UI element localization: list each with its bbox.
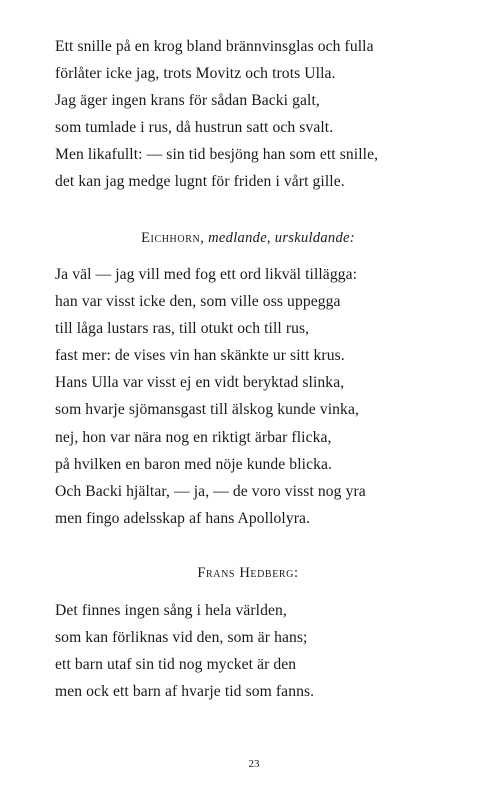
stage-direction: medlande, urskuldande: (208, 230, 355, 246)
speaker-name: Eichhorn, (141, 230, 205, 246)
stanza-1 (55, 33, 455, 196)
verse-line: på hvilken en baron med nöje kunde blicka. (55, 455, 333, 473)
verse-line: Det finnes ingen sång i hela världen, (55, 602, 287, 619)
verse-line: nej, hon var nära nog en riktigt ärbar flicka, (55, 428, 332, 446)
stanza-3 (55, 597, 455, 705)
verse-line: till låga lustars ras, till otukt och till rus, (55, 320, 310, 338)
stanza-2 (55, 261, 455, 532)
verse-line: som tumlade i rus, då hustrun satt och svalt. (55, 119, 334, 137)
verse-line: som kan förliknas vid den, som är hans; (55, 629, 308, 647)
page-number: 23 (248, 758, 260, 770)
speaker-name: Frans Hedberg: (197, 565, 299, 581)
speaker-heading-eichhorn (8, 228, 480, 248)
verse-line: som hvarje sjömansgast till älskog kunde vinka, (55, 401, 359, 419)
verse-line: fast mer: de vises vin han skänkte ur sitt krus. (55, 347, 345, 365)
verse-line: förlåter icke jag, trots Movitz och trots Ulla. (55, 65, 336, 83)
verse-line: Jag äger ingen krans för sådan Backi galt, (55, 92, 320, 110)
verse-line: det kan jag medge lugnt för friden i vårt gille. (55, 173, 345, 191)
verse-line: Och Backi hjältar, — ja, — de voro visst nog yra (55, 482, 366, 500)
verse-line: men ock ett barn af hvarje tid som fanns. (55, 683, 315, 701)
verse-line: han var visst icke den, som ville oss uppegga (55, 293, 341, 311)
verse-line: men fingo adelsskap af hans Apollolyra. (55, 509, 311, 527)
verse-line: Hans Ulla var visst ej en vidt beryktad slinka, (55, 374, 345, 392)
verse-line: Ett snille på en krog bland brännvinsglas och fulla (55, 38, 374, 55)
verse-line: ett barn utaf sin tid nog mycket är den (55, 656, 297, 674)
verse-line: Ja väl — jag vill med fog ett ord likväl tillägga: (55, 266, 358, 283)
verse-line: Men likafullt: — sin tid besjöng han som ett snille, (55, 146, 379, 164)
speaker-heading-frans-hedberg (8, 563, 480, 583)
